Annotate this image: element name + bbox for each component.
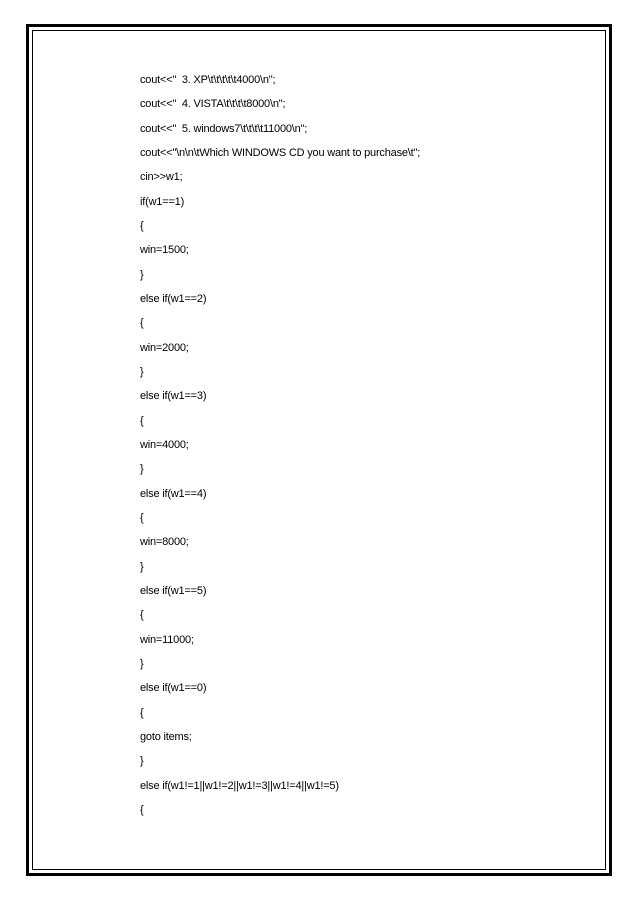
- code-line: else if(w1==3): [140, 390, 207, 403]
- code-line: {: [140, 414, 144, 427]
- code-line: cin>>w1;: [140, 171, 183, 184]
- code-line: else if(w1!=1||w1!=2||w1!=3||w1!=4||w1!=5): [140, 779, 339, 792]
- code-line: }: [140, 560, 144, 573]
- code-line: win=11000;: [140, 633, 194, 646]
- code-line: {: [140, 317, 144, 330]
- code-line: }: [140, 268, 144, 281]
- code-line: }: [140, 755, 144, 768]
- code-line: win=1500;: [140, 244, 189, 257]
- code-line: {: [140, 511, 144, 524]
- code-line: }: [140, 657, 144, 670]
- code-line: {: [140, 803, 144, 816]
- code-line: {: [140, 609, 144, 622]
- code-line: cout<<" 3. XP\t\t\t\t\t4000\n";: [140, 74, 276, 86]
- code-line: goto items;: [140, 730, 192, 743]
- code-line: cout<<"\n\n\tWhich WINDOWS CD you want to purchase\t";: [140, 146, 421, 159]
- code-line: win=4000;: [140, 438, 189, 451]
- code-line: cout<<" 4. VISTA\t\t\t\t8000\n";: [140, 98, 286, 111]
- code-line: {: [140, 219, 144, 232]
- code-line: cout<<" 5. windows7\t\t\t\t11000\n";: [140, 122, 308, 135]
- code-line: }: [140, 365, 144, 378]
- code-line: if(w1==1): [140, 195, 185, 208]
- code-line: }: [140, 463, 144, 476]
- code-listing: [140, 73, 420, 827]
- code-line: else if(w1==5): [140, 584, 207, 597]
- code-line: else if(w1==0): [140, 682, 207, 695]
- code-line: else if(w1==4): [140, 487, 207, 500]
- code-line: win=2000;: [140, 341, 189, 354]
- code-line: else if(w1==2): [140, 292, 207, 305]
- code-line: {: [140, 706, 144, 719]
- code-line: win=8000;: [140, 536, 189, 549]
